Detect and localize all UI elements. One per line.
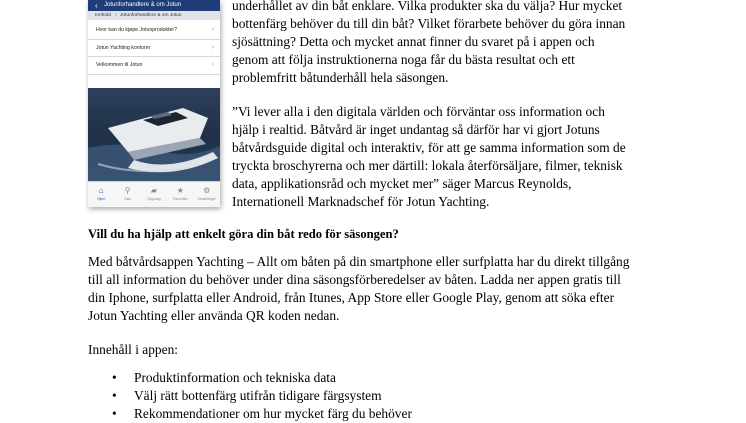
paragraph-quote [232,103,626,211]
list-item-text: Rekommendationer om hur mycket färg du behöver [134,406,412,421]
tab-label: Innstillinger [197,197,216,201]
chevron-right-icon: › [211,61,214,68]
list-item[interactable] [88,22,220,40]
text-line: din Iphone, surfplatta eller Android, från Itunes, App Store eller Google Play, genom att söka efter [88,290,615,305]
search-icon: ⚲ [124,186,131,195]
paragraph-app-info [88,253,629,325]
tab-favorites[interactable] [169,182,191,207]
gear-icon: ⚙ [203,186,211,195]
list-item-text: Produktinformation och tekniska data [134,370,336,385]
list-item [88,369,412,387]
tab-search[interactable] [117,182,139,207]
breadcrumb-item[interactable]: Innhold [95,13,111,18]
list-intro: Innehåll i appen: [88,342,178,357]
tab-home[interactable] [90,182,112,207]
text-line: båtvårdsguide digital och interaktiv, för att ge samma information som de [232,140,626,155]
tab-lookup[interactable] [143,182,165,207]
app-title: Jotunforhandlere & om Jotun [104,2,182,8]
app-header [88,0,220,11]
boat-illustration [88,88,220,181]
paragraph-intro [232,0,625,87]
list-item[interactable] [88,40,220,58]
app-screenshot [88,0,220,207]
bullet-icon: • [112,370,117,385]
text-line: genom att följa instruktionerna noga får du bästa resultat och ett [232,52,575,67]
feature-list [88,369,412,423]
breadcrumb-separator-icon: › [115,13,117,18]
bullet-icon: • [112,406,117,421]
list-item[interactable] [88,57,220,75]
text-line: sjösättning? Detta och mycket annat finner du svaret på i appen och [232,34,595,49]
text-line: ”Vi lever alla i den digitala världen och förväntar oss information och [232,104,605,119]
list-item-label: Velkommen til Jotun [96,62,143,68]
tab-label: Søk [124,197,131,201]
text-line: Med båtvårdsappen Yachting – Allt om båten på din smartphone eller surfplatta har du direkt tillgång [88,254,630,269]
text-line: problemfritt båtunderhåll hela säsongen. [232,70,449,85]
chevron-right-icon: › [211,43,214,51]
text-line: underhållet av din båt enklare. Vilka produkter ska du välja? Hur mycket [232,0,623,13]
app-menu-list [88,22,220,75]
text-line: bottenfärg behöver du till din båt? Vilket förarbete behöver du göra innan [232,16,626,31]
list-item [88,405,412,423]
breadcrumb [88,11,220,20]
breadcrumb-item: Jotunforhandlere & om Jotun [120,13,182,18]
back-arrow-icon[interactable]: ‹ [95,1,98,10]
text-line: Internationell Marknadschef för Jotun Yachting. [232,194,490,209]
section-heading: Vill du ha hjälp att enkelt göra din båt redo för säsongen? [88,227,399,241]
bullet-icon: • [112,388,117,403]
text-line: tryckta broschyrerna och mer därtill: lokala återförsäljare, filmer, teknisk [232,158,623,173]
app-tab-bar [88,181,220,207]
list-item-text: Välj rätt bottenfärg utifrån tidigare färgsystem [134,388,382,403]
star-icon: ★ [176,186,184,195]
list-item-label: Hvor kan du kjøpe Jotunprodukter? [96,27,178,33]
text-line: hjälp i realtid. Båtvård är inget undantag så därför har vi gjort Jotuns [232,122,600,137]
text-line: till all information du behöver under dina säsongsförberedelser av båten. Ladda ner appen gratis till [88,272,621,287]
tab-label: Hjem [96,197,106,201]
boat-photo [88,88,220,181]
tab-label: Oppslag [147,197,161,201]
text-line: Jotun Yachting eller använda QR koden nedan. [88,308,340,323]
text-line: data, applikationsråd och mycket mer” säger Marcus Reynolds, [232,176,572,191]
tag-icon: ▰ [150,186,158,195]
list-item-label: Jotun Yachting kontorer [96,44,151,51]
list-item [88,387,412,405]
tab-label: Favoritter [172,197,188,201]
tab-settings[interactable] [196,182,218,207]
home-icon: ⌂ [98,186,104,195]
chevron-right-icon: › [211,26,214,33]
